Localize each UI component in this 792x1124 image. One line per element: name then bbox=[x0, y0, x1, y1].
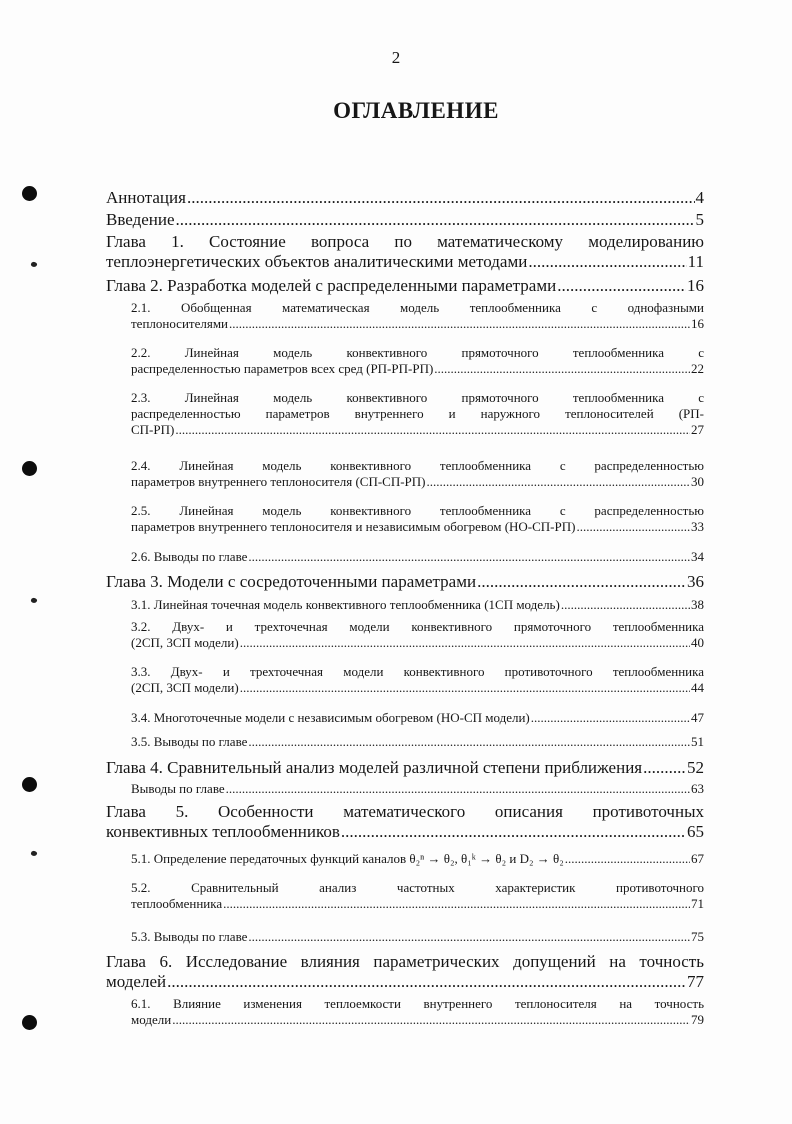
toc-leader-dots bbox=[248, 929, 690, 945]
toc-leader-dots bbox=[176, 210, 695, 230]
toc-leader-dots bbox=[565, 851, 690, 867]
toc-entry-title: модели bbox=[131, 1012, 172, 1027]
toc-entry-title: теплообменника bbox=[131, 896, 223, 911]
toc-entry bbox=[106, 188, 704, 208]
toc-leader-dots bbox=[427, 474, 691, 490]
toc-entry bbox=[106, 458, 704, 490]
toc-entry bbox=[106, 276, 704, 296]
toc-leader-dots bbox=[240, 680, 690, 696]
toc-entry-title: (2СП, 3СП модели) bbox=[131, 680, 239, 695]
toc-entry bbox=[106, 952, 704, 992]
toc-entry-title: 3.5. Выводы по главе bbox=[131, 734, 248, 749]
toc-entry bbox=[106, 232, 704, 272]
toc-entry-page: 40 bbox=[691, 635, 704, 650]
toc-entry-title: моделей bbox=[106, 972, 167, 991]
toc-leader-dots bbox=[175, 422, 690, 438]
toc-entry-title: 2.6. Выводы по главе bbox=[131, 549, 248, 564]
toc-entry bbox=[106, 503, 704, 535]
toc-leader-dots bbox=[240, 635, 690, 651]
toc-entry bbox=[106, 710, 704, 726]
toc-entry-page: 44 bbox=[691, 680, 704, 695]
toc-entry-page: 67 bbox=[691, 851, 704, 866]
toc-entry bbox=[106, 619, 704, 651]
toc-entry bbox=[106, 345, 704, 377]
toc-entry-title: распределенностью параметров внутреннего и наружного теплоносителей (РП- bbox=[131, 406, 704, 421]
toc-entry-title: 6.1. Влияние изменения теплоемкости внутреннего теплоносителя на точность bbox=[131, 996, 704, 1011]
toc-entry bbox=[106, 851, 704, 867]
toc-entry bbox=[106, 597, 704, 613]
punch-hole-mark bbox=[22, 461, 37, 476]
toc-entry-page: 33 bbox=[691, 519, 704, 534]
toc-entry bbox=[106, 664, 704, 696]
toc-entry-title: параметров внутреннего теплоносителя и независимым обогревом (НО-СП-РП) bbox=[131, 519, 576, 534]
toc-entry-title: (2СП, 3СП модели) bbox=[131, 635, 239, 650]
toc-leader-dots bbox=[477, 572, 686, 592]
toc-entry-title: 3.3. Двух- и трехточечная модели конвективного противоточного теплообменника bbox=[131, 664, 704, 679]
toc-entry-title: Выводы по главе bbox=[131, 781, 225, 796]
toc-entry-page: 30 bbox=[691, 474, 704, 489]
toc-entry-title: Аннотация bbox=[106, 188, 186, 207]
toc-entry bbox=[106, 996, 704, 1028]
toc-entry-title: 2.1. Обобщенная математическая модель теплообменника с однофазными bbox=[131, 300, 704, 315]
toc-entry-page: 36 bbox=[687, 572, 704, 591]
toc-entry-page: 4 bbox=[695, 188, 704, 207]
toc-entry-page: 77 bbox=[687, 972, 704, 991]
scan-speck-mark bbox=[30, 261, 37, 268]
toc-entry-page: 16 bbox=[691, 316, 704, 331]
toc-entry-page: 51 bbox=[691, 734, 704, 749]
toc-entry-page: 11 bbox=[687, 252, 704, 271]
punch-hole-mark bbox=[22, 186, 37, 201]
punch-hole-mark bbox=[22, 1015, 37, 1030]
toc-entry-title: 2.4. Линейная модель конвективного теплообменника с распределенностью bbox=[131, 458, 704, 473]
toc-entry-title: Введение bbox=[106, 210, 175, 229]
toc-entry bbox=[106, 802, 704, 842]
toc-leader-dots bbox=[248, 549, 690, 565]
punch-hole-mark bbox=[22, 777, 37, 792]
toc-entry-page: 75 bbox=[691, 929, 704, 944]
toc-entry-page: 27 bbox=[691, 422, 704, 437]
toc-leader-dots bbox=[223, 896, 690, 912]
toc-entry-title: СП-РП) bbox=[131, 422, 175, 437]
toc-leader-dots bbox=[341, 822, 686, 842]
toc-entry bbox=[106, 210, 704, 230]
toc-entry-title: Глава 4. Сравнительный анализ моделей различной степени приближения bbox=[106, 758, 643, 777]
toc-entry-page: 5 bbox=[695, 210, 704, 229]
toc-leader-dots bbox=[434, 361, 690, 377]
toc-entry-title: Глава 2. Разработка моделей с распределенными параметрами bbox=[106, 276, 557, 295]
toc-entry-title: 3.2. Двух- и трехточечная модели конвективного прямоточного теплообменника bbox=[131, 619, 704, 634]
toc-leader-dots bbox=[528, 252, 686, 272]
toc-entry bbox=[106, 781, 704, 797]
toc-entry-page: 16 bbox=[687, 276, 704, 295]
toc-leader-dots bbox=[643, 758, 686, 778]
toc-leader-dots bbox=[557, 276, 686, 296]
toc-entry-page: 38 bbox=[691, 597, 704, 612]
toc-entry-title: Глава 5. Особенности математического описания противоточных bbox=[106, 802, 704, 821]
toc-entry-page: 63 bbox=[691, 781, 704, 796]
toc-entry-title: распределенностью параметров всех сред (РП-РП-РП) bbox=[131, 361, 434, 376]
toc-leader-dots bbox=[229, 316, 690, 332]
toc-entry-title: 5.1. Определение передаточных функций каналов θ₂ⁿ → θ₂, θ₁ᵏ → θ₂ и D₂ → θ₂ bbox=[131, 851, 564, 866]
toc-entry-title: теплоэнергетических объектов аналитическими методами bbox=[106, 252, 528, 271]
toc-entry bbox=[106, 929, 704, 945]
toc-entry-page: 34 bbox=[691, 549, 704, 564]
toc-entry-title: 3.4. Многоточечные модели с независимым обогревом (НО-СП модели) bbox=[131, 710, 530, 725]
page-title: ОГЛАВЛЕНИЕ bbox=[333, 98, 499, 123]
toc-entry bbox=[106, 880, 704, 912]
toc-leader-dots bbox=[248, 734, 690, 750]
toc-entry-title: 2.3. Линейная модель конвективного прямоточного теплообменника с bbox=[131, 390, 704, 405]
toc-entry bbox=[106, 390, 704, 438]
toc-entry-title: теплоносителями bbox=[131, 316, 229, 331]
toc-entry-page: 52 bbox=[687, 758, 704, 777]
toc-leader-dots bbox=[167, 972, 686, 992]
toc-leader-dots bbox=[531, 710, 690, 726]
toc-entry bbox=[106, 572, 704, 592]
toc-entry-page: 79 bbox=[691, 1012, 704, 1027]
toc-entry-page: 22 bbox=[691, 361, 704, 376]
toc-leader-dots bbox=[561, 597, 690, 613]
toc-leader-dots bbox=[172, 1012, 690, 1028]
toc-leader-dots bbox=[576, 519, 690, 535]
toc-entry bbox=[106, 300, 704, 332]
toc-entry-title: Глава 1. Состояние вопроса по математическому моделированию bbox=[106, 232, 704, 251]
toc-leader-dots bbox=[187, 188, 695, 208]
toc-entry-title: 2.5. Линейная модель конвективного теплообменника с распределенностью bbox=[131, 503, 704, 518]
toc-entry bbox=[106, 549, 704, 565]
toc-entry-page: 65 bbox=[687, 822, 704, 841]
toc-entry-title: 3.1. Линейная точечная модель конвективного теплообменника (1СП модель) bbox=[131, 597, 560, 612]
toc-leader-dots bbox=[226, 781, 690, 797]
toc-entry-title: конвективных теплообменников bbox=[106, 822, 340, 841]
toc-entry-page: 47 bbox=[691, 710, 704, 725]
toc-entry-title: 5.3. Выводы по главе bbox=[131, 929, 248, 944]
page-number: 2 bbox=[391, 48, 401, 67]
toc-entry-title: Глава 6. Исследование влияния параметрических допущений на точность bbox=[106, 952, 704, 971]
scan-speck-mark bbox=[30, 850, 37, 857]
toc-entry-title: параметров внутреннего теплоносителя (СП-СП-РП) bbox=[131, 474, 426, 489]
toc-entry bbox=[106, 758, 704, 778]
scan-speck-mark bbox=[30, 597, 37, 604]
toc-entry bbox=[106, 734, 704, 750]
toc-entry-title: 2.2. Линейная модель конвективного прямоточного теплообменника с bbox=[131, 345, 704, 360]
toc-entry-page: 71 bbox=[691, 896, 704, 911]
toc-entry-title: 5.2. Сравнительный анализ частотных характеристик противоточного bbox=[131, 880, 704, 895]
toc-entry-title: Глава 3. Модели с сосредоточенными параметрами bbox=[106, 572, 477, 591]
